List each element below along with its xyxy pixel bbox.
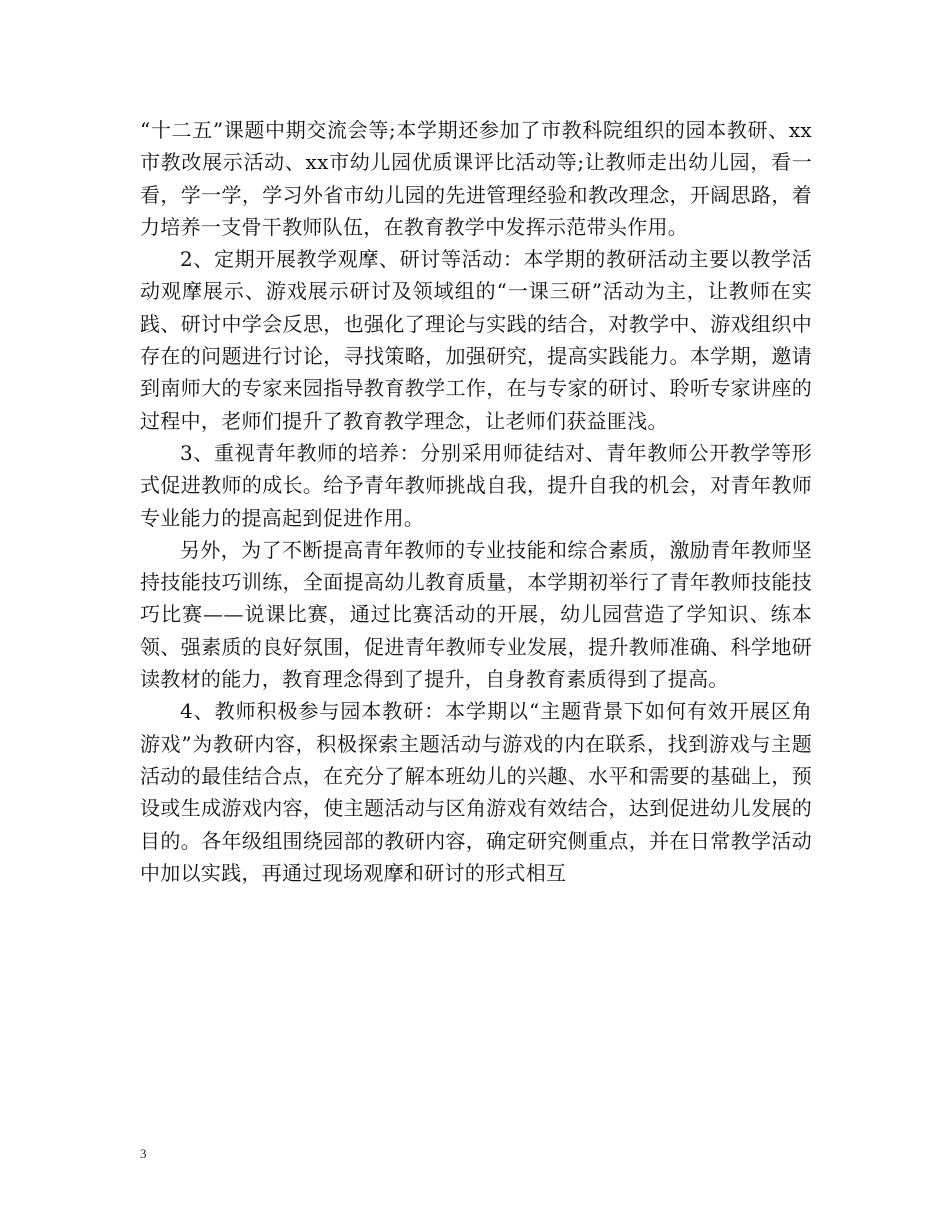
paragraph-school-based-research: 4、教师积极参与园本教研：本学期以“主题背景下如何有效开展区角游戏”为教研内容，积极探索主题活动与游戏的内在联系，找到游戏与主题活动的最佳结合点，在充分了解本班幼儿的兴趣、水平和需要的基础上，预设或生成游戏内容，使主题活动与区角游戏有效结合，达到促进幼儿发展的目的。各年级组围绕园部的教研内容，确定研究侧重点，并在日常教学活动中加以实践，再通过现场观摩和研讨的形式相互: [140, 699, 812, 885]
paragraph-teaching-observation: 2、定期开展教学观摩、研讨等活动：本学期的教研活动主要以教学活动观摩展示、游戏展示研讨及领域组的“一课三研”活动为主，让教师在实践、研讨中学会反思，也强化了理论与实践的结合，对教学中、游戏组织中存在的问题进行讨论，寻找策略，加强研究，提高实践能力。本学期，邀请到南师大的专家来园指导教育教学工作，在与专家的研讨、聆听专家讲座的过程中，老师们提升了教育教学理念，让老师们获益匪浅。: [140, 247, 812, 433]
document-body: [140, 114, 812, 889]
page-number: 3: [140, 1146, 147, 1161]
paragraph-skills-competition: 另外，为了不断提高青年教师的专业技能和综合素质，激励青年教师坚持技能技巧训练，全面提高幼儿教育质量，本学期初举行了青年教师技能技巧比赛——说课比赛，通过比赛活动的开展，幼儿园营造了学知识、练本领、强素质的良好氛围，促进青年教师专业发展，提升教师准确、科学地研读教材的能力，教育理念得到了提升，自身教育素质得到了提高。: [140, 537, 812, 692]
paragraph-young-teacher-training: 3、重视青年教师的培养：分别采用师徒结对、青年教师公开教学等形式促进教师的成长。给予青年教师挑战自我，提升自我的机会，对青年教师专业能力的提高起到促进作用。: [140, 440, 812, 530]
paragraph-continuation: “十二五”课题中期交流会等;本学期还参加了市教科院组织的园本教研、xx市教改展示活动、xx市幼儿园优质课评比活动等;让教师走出幼儿园，看一看，学一学，学习外省市幼儿园的先进管理经验和教改理念，开阔思路，着力培养一支骨干教师队伍，在教育教学中发挥示范带头作用。: [140, 118, 812, 239]
